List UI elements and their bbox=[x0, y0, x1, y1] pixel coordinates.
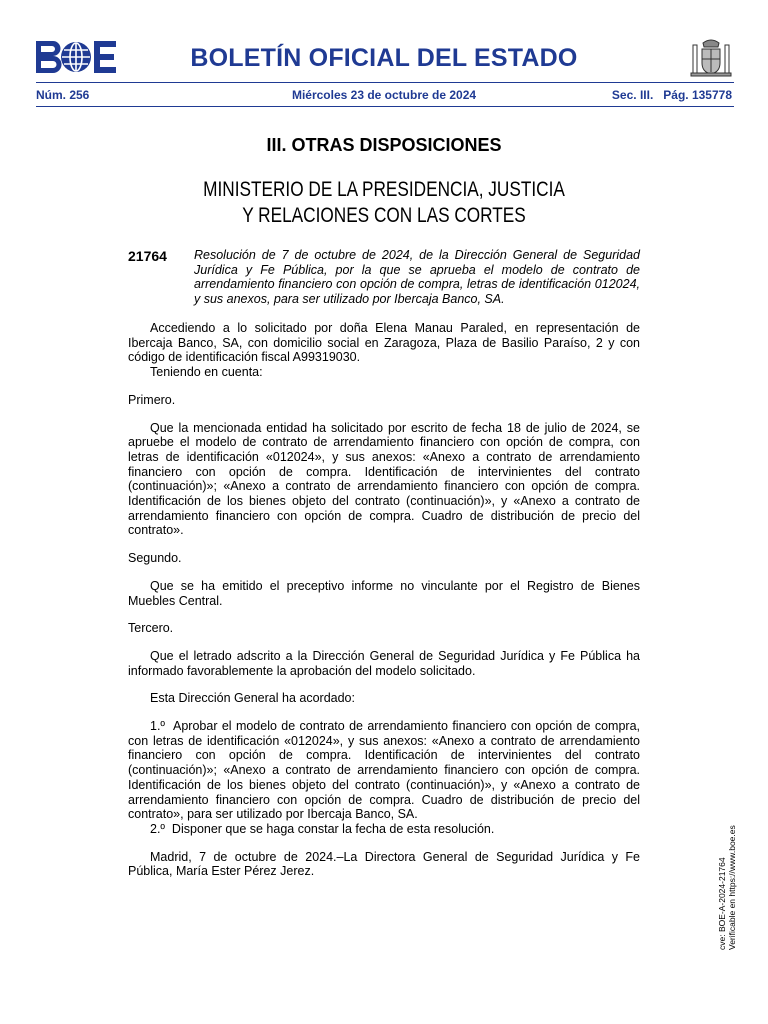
signature-paragraph: Madrid, 7 de octubre de 2024.–La Directora General de Seguridad Jurídica y Fe Pública, María Ester Pérez Jerez. bbox=[128, 849, 640, 879]
issue-number: Núm. 256 bbox=[36, 88, 90, 102]
document-body bbox=[128, 321, 644, 879]
paragraph: Esta Dirección General ha acordado: bbox=[150, 691, 355, 706]
heading-tercero: Tercero. bbox=[128, 621, 174, 636]
paragraph: Que el letrado adscrito a la Dirección General de Seguridad Jurídica y Fe Pública ha informado favorablemente la aprobación del modelo solicitado. bbox=[128, 648, 640, 678]
ministry-heading bbox=[69, 177, 699, 229]
ministry-line-2: Y RELACIONES CON LAS CORTES bbox=[242, 204, 526, 227]
paragraph: Que la mencionada entidad ha solicitado por escrito de fecha 18 de julio de 2024, se apruebe el modelo de contrato de arrendamiento financiero con opción de compra, con letras de identificación «012024», y sus anexos: «Anexo a contrato de arrendamiento financiero con opción de compra. Identificación de intervinientes del contrato (continuación)»; «Anexo a contrato de arrendamiento financiero con opción de compra. Identificación de los bienes objeto del contrato (continuación)», y «Anexo a contrato de arrendamiento financiero con opción de compra. Cuadro de distribución de precio del contrato». bbox=[128, 420, 640, 538]
ministry-line-1: MINISTERIO DE LA PRESIDENCIA, JUSTICIA bbox=[203, 178, 565, 201]
section-page: Sec. III. Pág. 135778 bbox=[611, 88, 732, 102]
gazette-title: BOLETÍN OFICIAL DEL ESTADO bbox=[190, 44, 578, 72]
heading-primero: Primero. bbox=[128, 392, 176, 407]
paragraph: Teniendo en cuenta: bbox=[150, 365, 263, 380]
verification-url: Verificable en https://www.boe.es bbox=[727, 825, 737, 950]
paragraph: Accediendo a lo solicitado por doña Elena Manau Paraled, en representación de Ibercaja Banco, SA, con domicilio social en Zaragoza, Plaza de Basilio Paraíso, 2 y con código de identificación fiscal A99319030. bbox=[128, 321, 640, 365]
boe-logo bbox=[36, 41, 116, 73]
document-number: 21764 bbox=[128, 248, 167, 264]
list-item: 2.º Disponer que se haga constar la fecha de esta resolución. bbox=[150, 821, 495, 836]
cve-code: cve: BOE-A-2024-21764 bbox=[717, 857, 727, 950]
issue-date: Miércoles 23 de octubre de 2024 bbox=[291, 88, 477, 102]
header-rule-top bbox=[36, 82, 734, 83]
header-rule-bottom bbox=[36, 106, 734, 107]
cve-margin-note bbox=[717, 825, 737, 950]
resolution-summary: Resolución de 7 de octubre de 2024, de la Dirección General de Seguridad Jurídica y Fe Pública, por la que se aprueba el modelo de contrato de arrendamiento financiero con opción de compra, letras de identificación 012024, y sus anexos, para ser utilizado por Ibercaja Banco, SA. bbox=[194, 248, 640, 306]
section-title: III. OTRAS DISPOSICIONES bbox=[266, 135, 502, 155]
heading-segundo: Segundo. bbox=[128, 551, 182, 566]
paragraph: Que se ha emitido el preceptivo informe no vinculante por el Registro de Bienes Muebles Central. bbox=[128, 578, 640, 608]
list-item: 1.º Aprobar el modelo de contrato de arrendamiento financiero con opción de compra, con letras de identificación «012024», y sus anexos: «Anexo a contrato de arrendamiento financiero con opción de compra. Identificación de intervinientes del contrato (continuación)»; «Anexo a contrato de arrendamiento financiero con opción de compra. Identificación de los bienes objeto del contrato (continuación)», y «Anexo a contrato de arrendamiento financiero con opción de compra. Cuadro de distribución de precio del contrato», para ser utilizado por Ibercaja Banco, SA. bbox=[128, 719, 644, 822]
coat-of-arms-icon bbox=[689, 37, 733, 79]
